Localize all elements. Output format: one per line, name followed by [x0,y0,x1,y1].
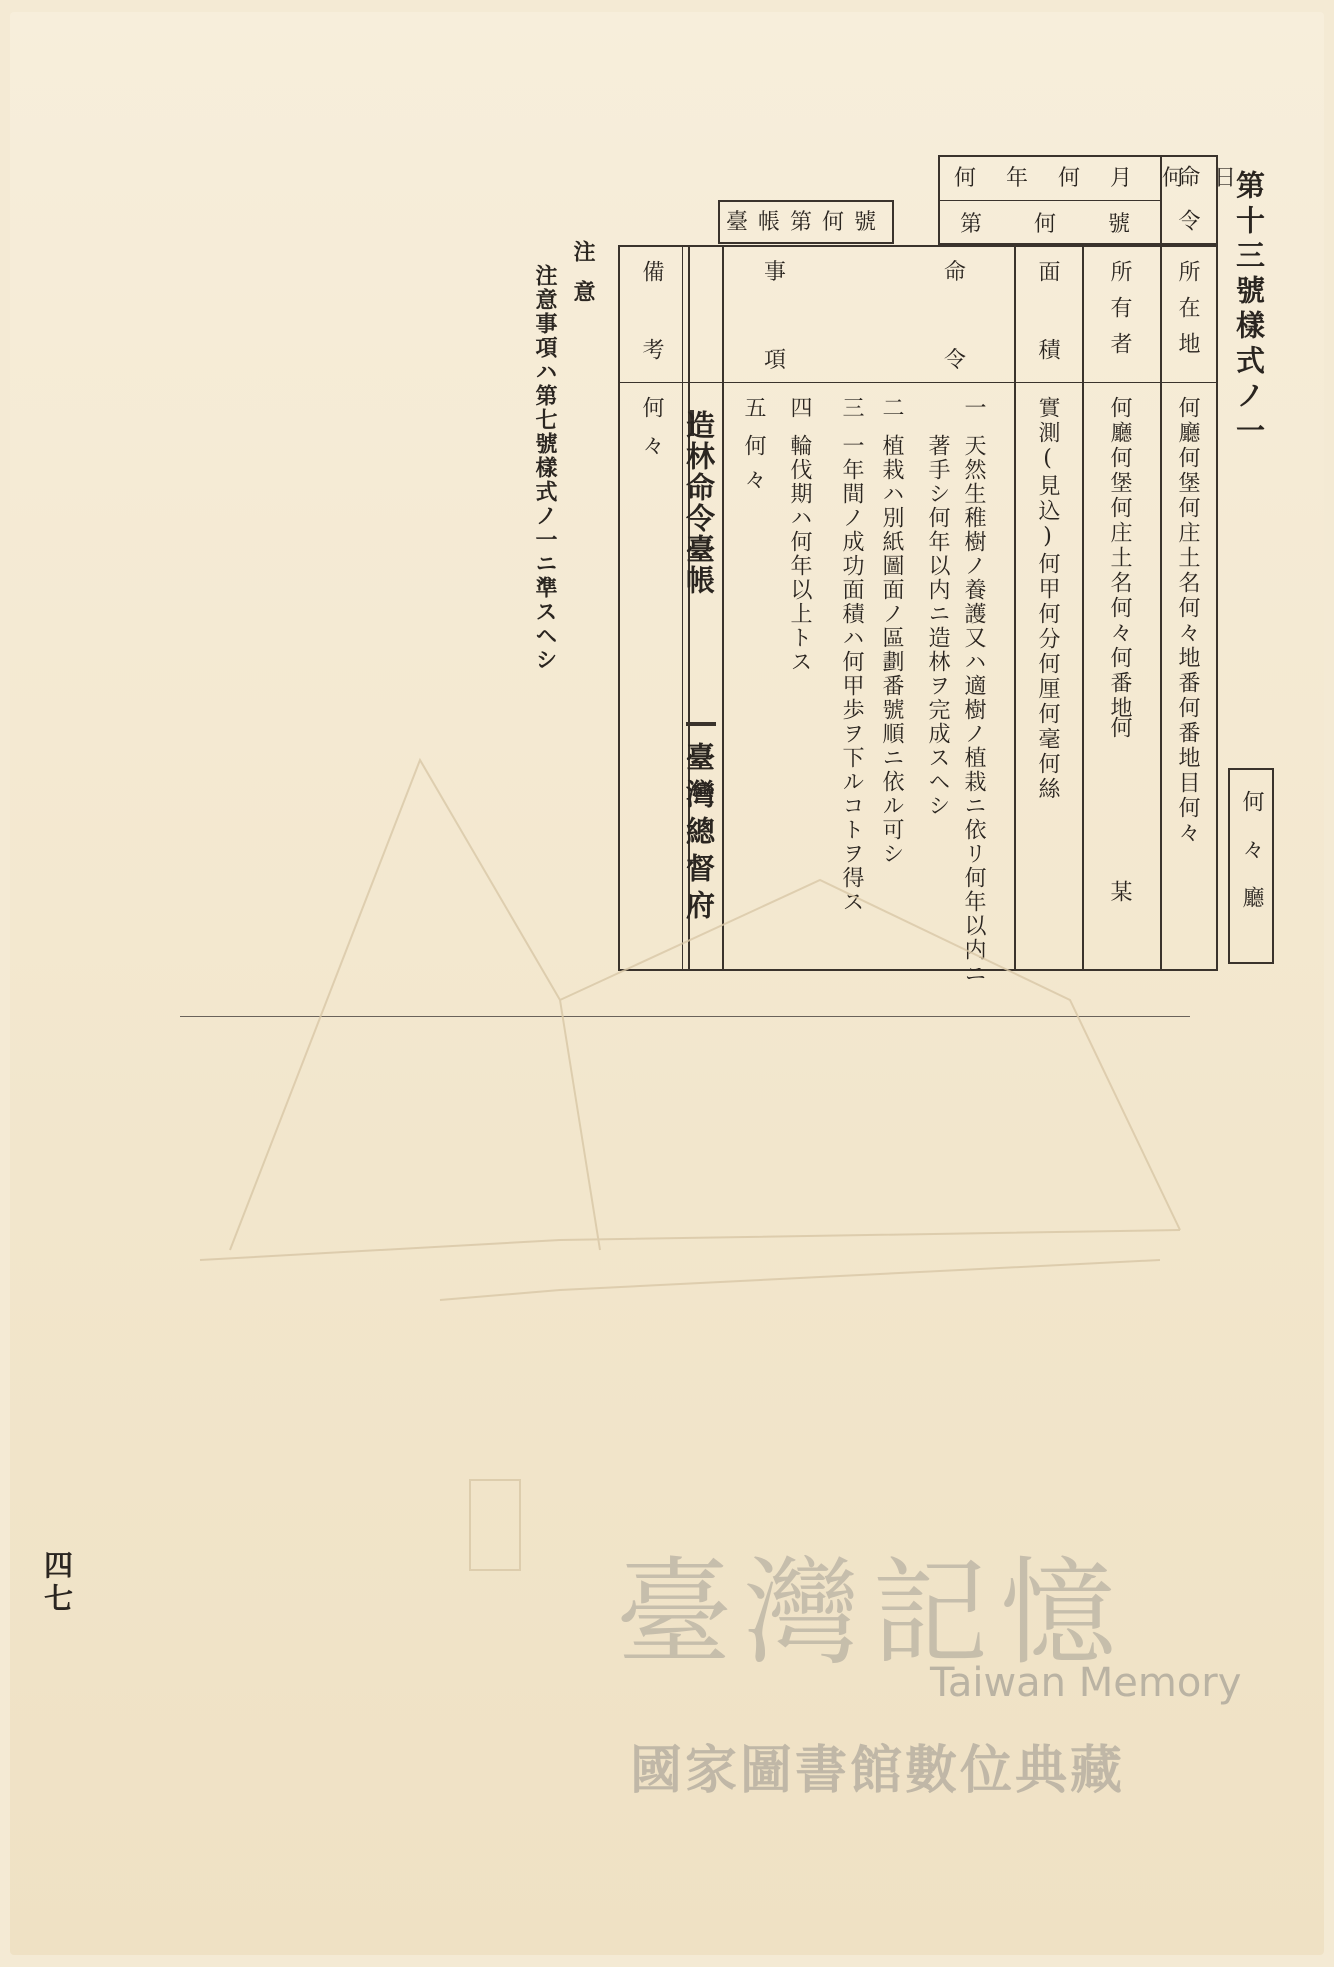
order-item-text: 輪伐期ハ何年以上トス [787,434,812,674]
issuer: 臺灣總督府 [682,742,716,927]
watermark-sub: 國家圖書館數位典藏 [630,1741,1126,1801]
order-date: 何年何月何日 [954,166,1267,191]
order-item-number: 五 [741,396,766,422]
form-title: 第十三號樣式ノ一 [1232,170,1266,450]
order-item-text: 一年間ノ成功面積ハ何甲歩ヲ下ルコトヲ得ス [839,434,864,914]
page-number: 四七 [40,1550,74,1616]
matter-col-label-top: 事 [764,260,791,285]
order-item-text: 著手シ何年以内ニ造林ヲ完成スヘシ [925,434,950,818]
ledger-title: 造林命令臺帳 [682,410,716,596]
order-label: 命令 [1175,165,1200,253]
order-col-label-top: 命 [944,260,971,285]
order-item-text: 何々 [741,434,766,502]
order-number: 第何號 [960,212,1183,237]
note-heading: 注意 [570,240,596,320]
watermark-main: 臺灣記憶 [616,1546,1128,1681]
order-item-number: 四 [787,396,812,422]
location-label: 所在地 [1175,260,1200,368]
owner-label: 所有者 [1107,260,1132,368]
ledger-number: 臺帳第何號 [726,210,887,235]
order-col-label-mid: 令 [944,348,971,373]
owner-name: 何 某 [1107,716,1132,962]
order-item-number: 三 [839,396,864,422]
office-label: 何々廳 [1239,790,1264,934]
order-item-number: 二 [879,396,904,422]
location-value: 何廳何堡何庄土名何々地番何番地目何々 [1175,396,1200,846]
note-text: 注意事項ハ第七號樣式ノ一ニ準スヘシ [532,264,558,672]
order-item-number: 一 [961,396,986,422]
area-label: 面積 [1035,260,1060,416]
area-value: 實測(見込)何甲何分何厘何毫何絲 [1035,396,1060,802]
remarks-label: 備考 [639,260,664,416]
matter-col-label-mid: 項 [764,348,791,373]
order-item-text: 植栽ハ別紙圖面ノ區劃番號順ニ依ル可シ [879,434,904,866]
watermark-english: Taiwan Memory [930,1660,1242,1706]
order-item-text: 天然生稚樹ノ養護又ハ適樹ノ植栽ニ依リ何年以内ニ [961,434,986,986]
owner-address: 何廳何堡何庄土名何々何番地 [1107,396,1132,721]
remarks-value: 何々 [639,396,664,472]
